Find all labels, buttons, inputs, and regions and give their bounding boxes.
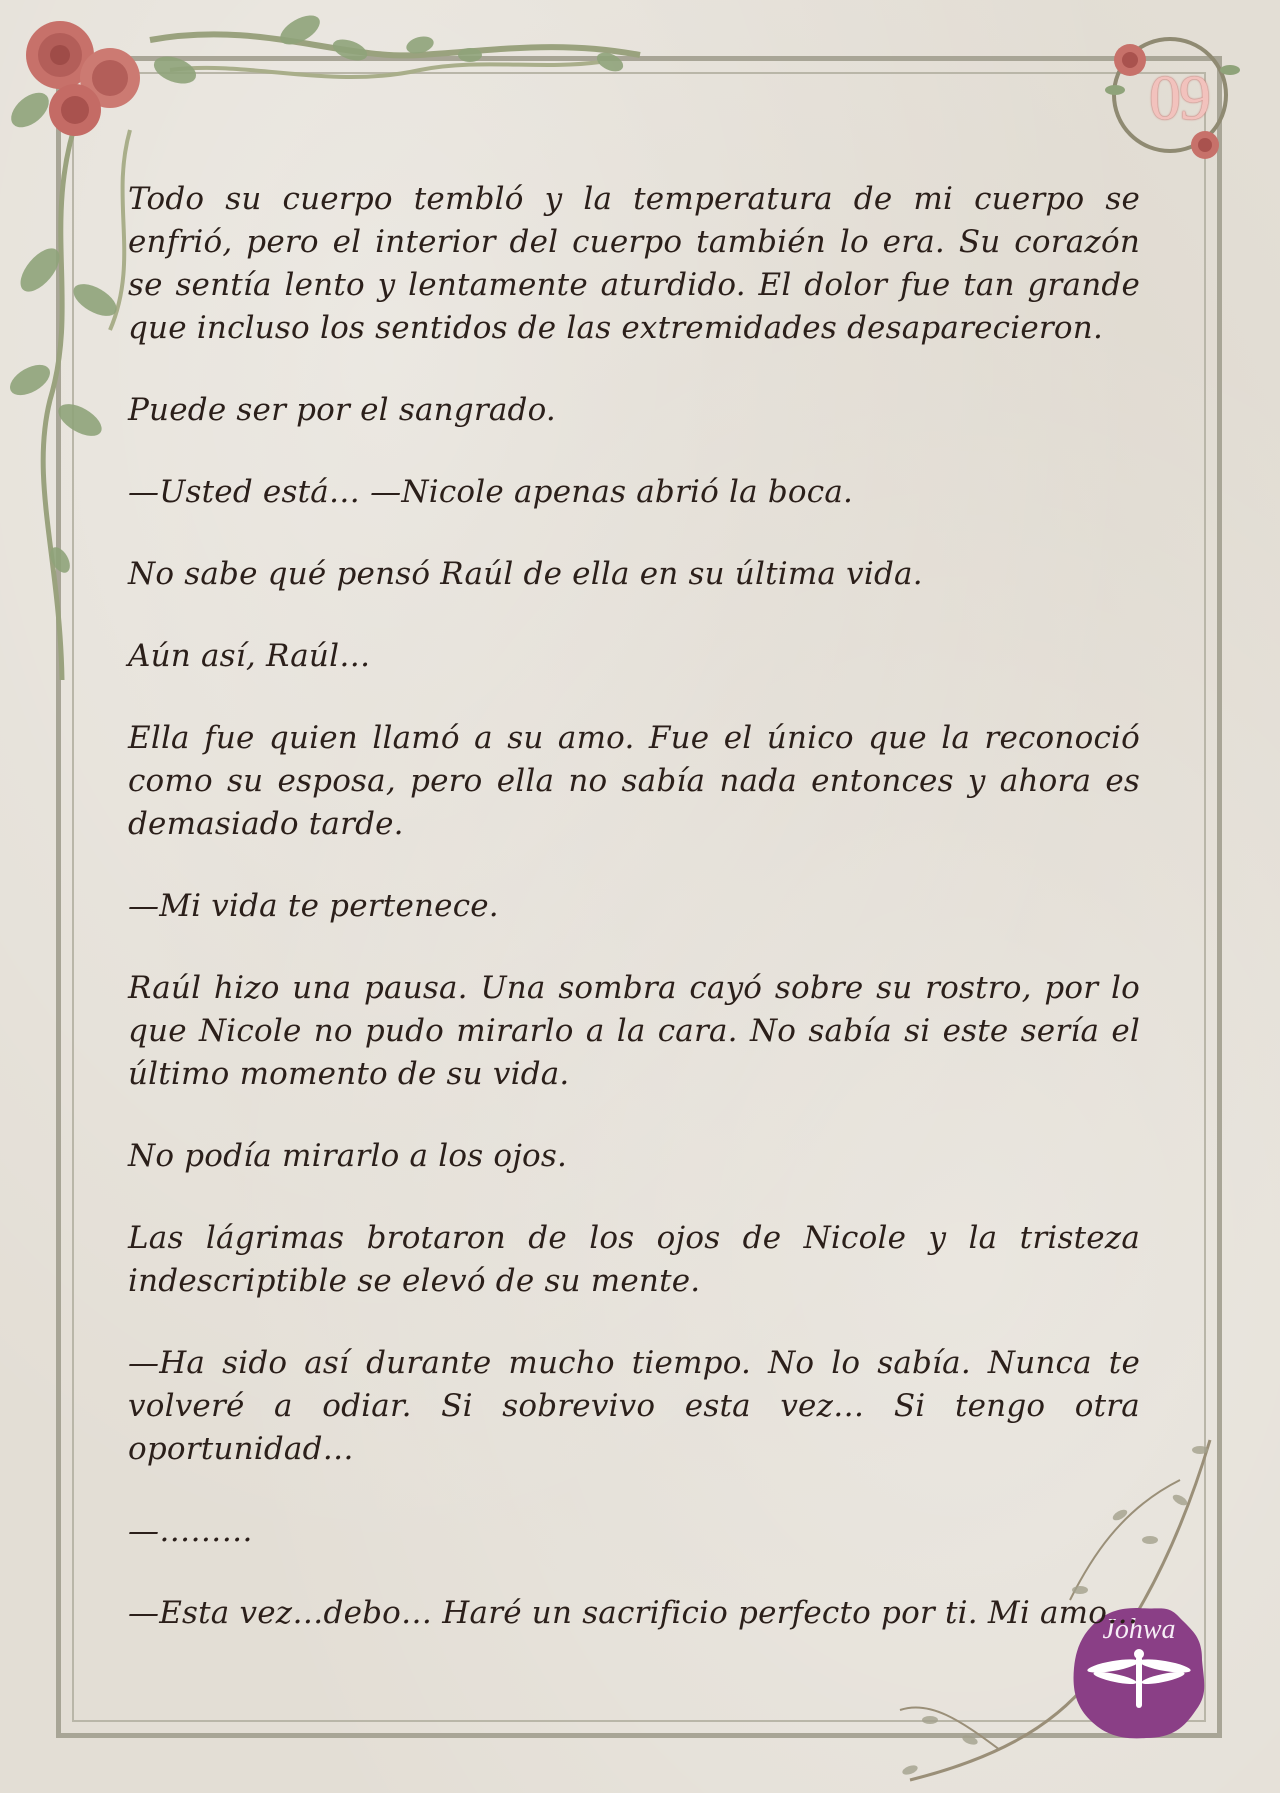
paragraph: —……… [128, 1513, 253, 1549]
paragraph: Puede ser por el sangrado. [128, 392, 556, 428]
paragraph: No sabe qué pensó Raúl de ella en su última vida. [128, 556, 923, 592]
paragraph: Aún así, Raúl… [128, 638, 371, 674]
paragraph: Todo su cuerpo tembló y la temperatura de mi cuerpo se enfrió, pero el interior del cuerpo también lo era. Su corazón se sentía lento y lentamente aturdido. El dolor fue tan grande que incluso los sentidos de las extremidades desaparecieron. [128, 181, 1140, 346]
watermark-label: Johwa [1102, 1614, 1176, 1645]
story-text [128, 178, 1140, 1635]
paragraph: Ella fue quien llamó a su amo. Fue el único que la reconoció como su esposa, pero ella no sabía nada entonces y ahora es demasiado tarde. [128, 720, 1140, 842]
paragraph: No podía mirarlo a los ojos. [128, 1138, 568, 1174]
paragraph: —Usted está… —Nicole apenas abrió la boca. [128, 474, 854, 510]
paragraph: —Esta vez…debo… Haré un sacrificio perfecto por ti. Mi amo… [128, 1595, 1139, 1631]
paragraph: —Mi vida te pertenece. [128, 888, 499, 924]
page-number: 09 [1149, 62, 1209, 133]
paragraph: —Ha sido así durante mucho tiempo. No lo sabía. Nunca te volveré a odiar. Si sobrevivo esta vez… Si tengo otra oportunidad… [128, 1345, 1140, 1467]
paragraph: Las lágrimas brotaron de los ojos de Nicole y la tristeza indescriptible se elevó de su mente. [128, 1220, 1140, 1299]
paragraph: Raúl hizo una pausa. Una sombra cayó sobre su rostro, por lo que Nicole no pudo mirarlo a la cara. No sabía si este sería el último momento de su vida. [128, 970, 1140, 1092]
